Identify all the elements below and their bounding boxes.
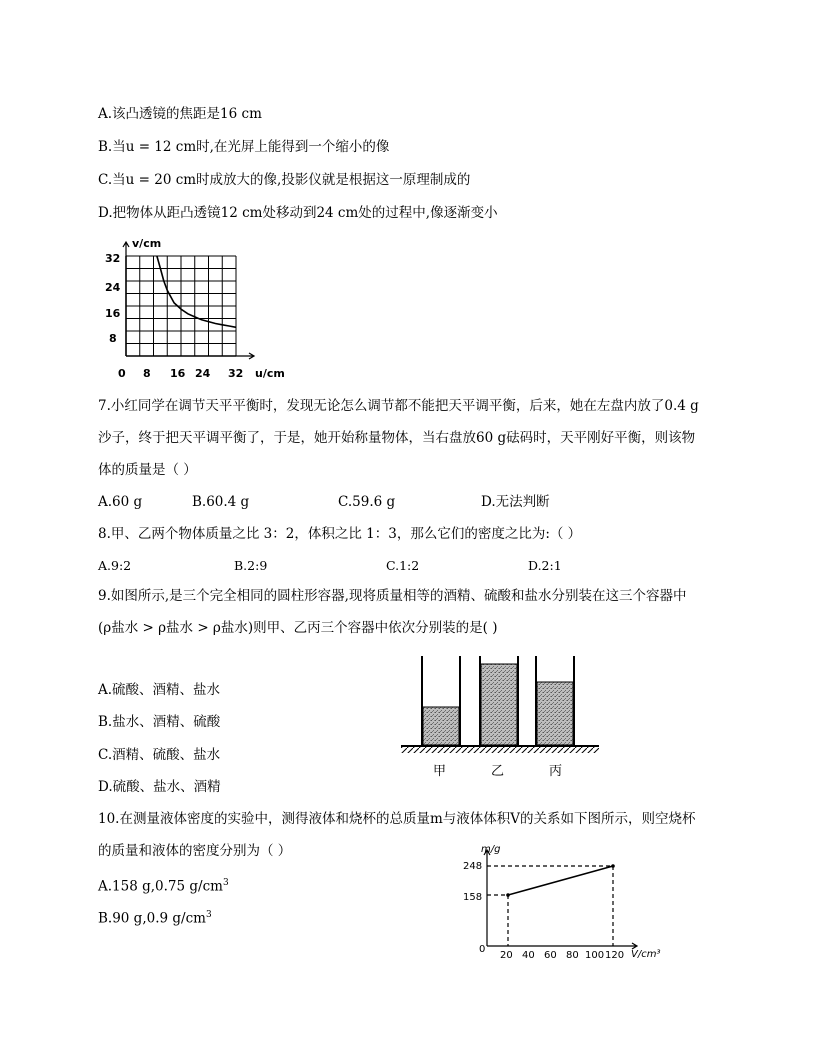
q9-stem-line1: 9.如图所示,是三个完全相同的圆柱形容器,现将质量相等的酒精、硫酸和盐水分别装在这三个容器中	[98, 588, 687, 604]
q7-stem-line3: 体的质量是（ ）	[98, 462, 197, 478]
q6-xtick-0: 0	[118, 367, 126, 380]
q9-stem-line2: (ρ盐水 > ρ盐水 > ρ盐水)则甲、乙丙三个容器中依次分别装的是( )	[98, 620, 498, 636]
q8-option-b: B.2:9	[234, 558, 268, 573]
label-bing: 丙	[549, 764, 563, 779]
label-yi: 乙	[491, 764, 505, 779]
q6-ytick-24: 24	[105, 281, 121, 294]
q7-option-b: B.60.4 g	[192, 494, 250, 510]
q6-xtick-24: 24	[195, 367, 211, 380]
q10-xtick-120: 120	[605, 950, 625, 961]
q10-option-a: A.158 g,0.75 $g/cm^3$	[98, 878, 229, 895]
ground-hatch	[401, 747, 599, 753]
q10-x-axis	[487, 943, 637, 949]
q10-stem-text: 10.在测量液体密度的实验中，测得液体和烧杯的总质量m与液体体积V的关系如下图所示，则空烧杯	[98, 811, 696, 827]
q8-option-a: A.9:2	[98, 558, 132, 573]
q10-stem-line1	[98, 810, 696, 828]
container-yi-liquid	[481, 664, 517, 745]
q6-xtick-8: 8	[143, 367, 151, 380]
q10-ytick-248: 248	[463, 861, 483, 872]
q8-option-d: D.2:1	[528, 558, 562, 573]
q10-xtick-80: 80	[566, 950, 579, 961]
q10-guide-end	[487, 866, 613, 946]
q10-xtick-40: 40	[522, 950, 535, 961]
q8-option-c: C.1:2	[386, 558, 420, 573]
q6-option-d: D.把物体从距凸透镜12 cm处移动到24 cm处的过程中,像逐渐变小	[98, 205, 498, 221]
q10-stem-line2: 的质量和液体的密度分别为（ ）	[98, 843, 292, 859]
q10-mv-chart	[445, 840, 665, 962]
q6-ytick-8: 8	[109, 332, 117, 345]
q6-curve	[157, 256, 236, 327]
q7-stem-line1: 7.小红同学在调节天平平衡时，发现无论怎么调节都不能把天平调平衡，后来，她在左盘内放了0.4 g	[98, 398, 699, 414]
q10-xlabel: V/cm³	[631, 949, 661, 960]
q10-point-end	[611, 864, 615, 868]
q7-option-c: C.59.6 g	[338, 494, 396, 510]
q6-xlabel: u/cm	[255, 367, 285, 380]
q6-xtick-32: 32	[228, 367, 244, 380]
q6-option-c: C.当u = 20 cm时成放大的像,投影仪就是根据这一原理制成的	[98, 172, 471, 188]
q7-option-d: D.无法判断	[481, 494, 550, 510]
q10-y-axis	[484, 850, 490, 946]
q7-stem-line2: 沙子，终于把天平调平衡了，于是，她开始称量物体，当右盘放60 g砝码时，天平刚好平衡，则该物	[98, 430, 696, 446]
container-jia-liquid	[423, 707, 459, 745]
q10-option-b: B.90 g,0.9 $g/cm^3$	[98, 910, 212, 927]
q10-point-start	[506, 893, 510, 897]
q10-xtick-100: 100	[585, 950, 605, 961]
q6-xtick-16: 16	[170, 367, 186, 380]
q10-xtick-60: 60	[544, 950, 557, 961]
q6-option-b: B.当u = 12 cm时,在光屏上能得到一个缩小的像	[98, 139, 390, 155]
q10-ytick-158: 158	[463, 892, 483, 903]
q9-option-d: D.硫酸、盐水、酒精	[98, 779, 221, 795]
label-jia: 甲	[433, 764, 447, 779]
q10-xtick-20: 20	[500, 950, 513, 961]
q6-ylabel: v/cm	[132, 237, 162, 250]
q6-option-a: A.该凸透镜的焦距是16 cm	[98, 106, 262, 122]
q6-ytick-32: 32	[105, 252, 121, 265]
q10-guide-start	[487, 895, 508, 946]
q9-option-c: C.酒精、硫酸、盐水	[98, 747, 221, 763]
q6-ytick-16: 16	[105, 307, 121, 320]
q10-axes	[484, 850, 637, 949]
q9-containers-figure	[395, 652, 605, 782]
q6-x-axis-arrow	[236, 353, 254, 359]
q9-option-a: A.硫酸、酒精、盐水	[98, 682, 221, 698]
q6-grid	[123, 242, 254, 359]
q9-option-b: B.盐水、酒精、硫酸	[98, 714, 221, 730]
q6-uv-chart	[98, 234, 298, 382]
q8-stem: 8.甲、乙两个物体质量之比 3：2，体积之比 1：3，那么它们的密度之比为:（ ）	[98, 526, 582, 542]
q7-option-a: A.60 g	[98, 494, 143, 510]
q10-xtick-0: 0	[479, 944, 486, 955]
q10-data-line	[508, 866, 613, 895]
q6-y-axis-arrow	[123, 242, 129, 256]
q10-ylabel: m/g	[481, 844, 501, 855]
container-bing-liquid	[537, 682, 573, 745]
